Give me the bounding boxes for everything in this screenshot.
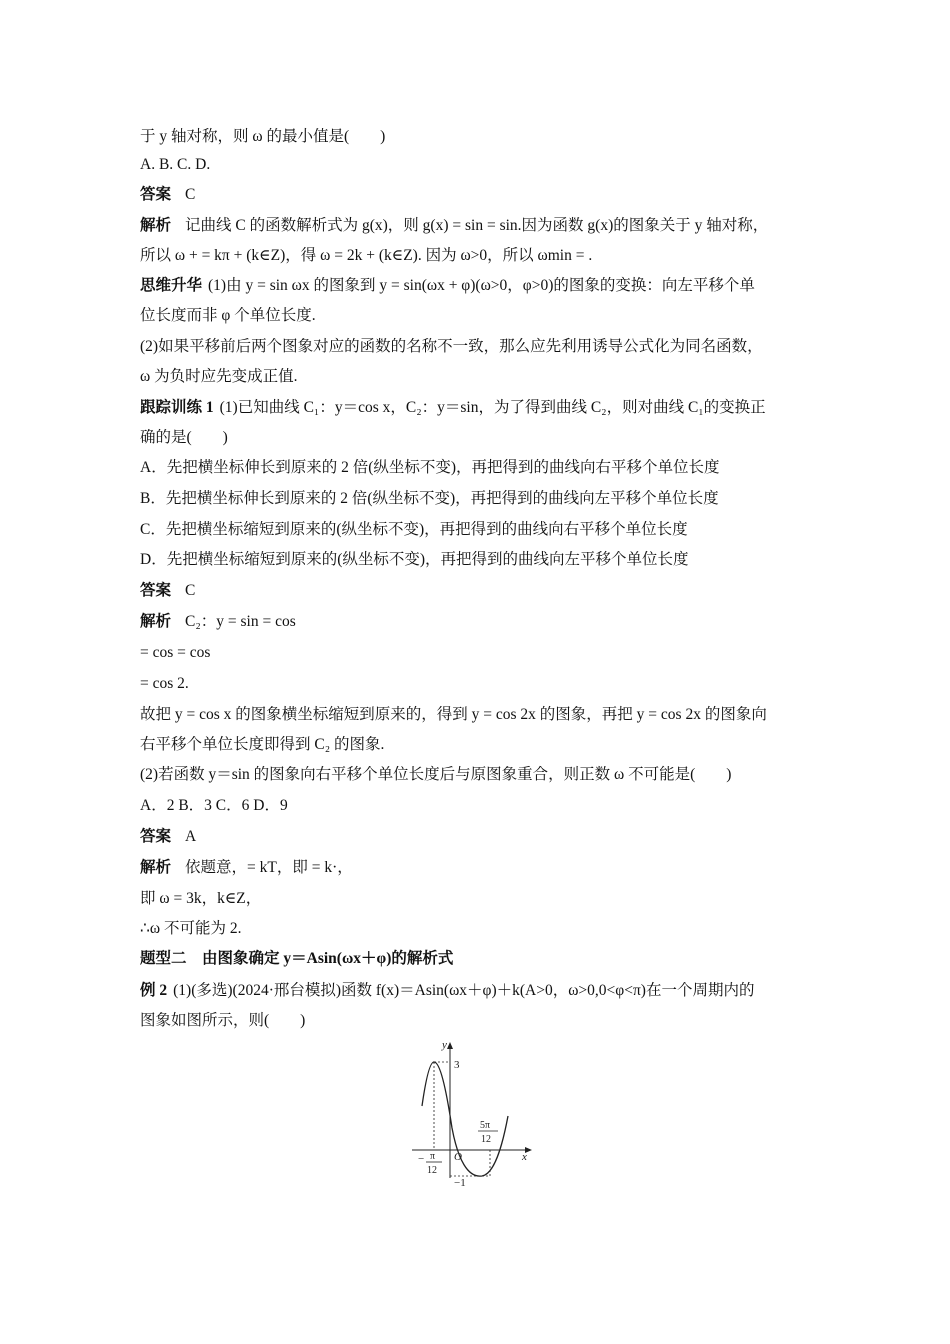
answer-line	[140, 184, 195, 206]
left-tick-num: π	[430, 1151, 436, 1162]
analysis-label: 解析	[140, 217, 172, 234]
exercise-label: 跟踪训练 1	[140, 399, 214, 416]
right-tick-den: 12	[481, 1134, 491, 1145]
answer-label: 答案	[140, 186, 172, 203]
analysis-text: C₂：y = sin = cos	[185, 613, 296, 630]
x-axis-label: x	[522, 1151, 527, 1163]
answer-line	[140, 826, 196, 848]
analysis-line	[140, 215, 768, 237]
text-line: ∴ω 不可能为 2.	[140, 920, 242, 937]
text-line: 图象如图所示，则( )	[140, 1012, 306, 1029]
text-line: 位长度而非 φ 个单位长度.	[140, 307, 316, 324]
summary-line	[140, 275, 755, 297]
analysis-label: 解析	[140, 859, 172, 876]
answer-value: C	[185, 186, 196, 203]
example-line	[140, 980, 754, 1002]
min-label: −1	[454, 1177, 466, 1188]
text-line: 所以 ω + = kπ + (k∈Z)，得 ω = 2k + (k∈Z). 因为 ω>0，所以 ωmin = .	[140, 247, 593, 264]
answer-line	[140, 580, 195, 602]
answer-label: 答案	[140, 828, 172, 845]
text-line: 确的是( )	[140, 429, 228, 446]
text-line: = cos = cos	[140, 644, 211, 661]
y-axis-arrow	[447, 1042, 453, 1049]
graph-svg	[408, 1038, 540, 1188]
option-a: A．先把横坐标伸长到原来的 2 倍(纵坐标不变)，再把得到的曲线向右平移个单位长度	[140, 459, 720, 476]
text-line: ω 为负时应先变成正值.	[140, 368, 298, 385]
analysis-text: 依题意，= kT，即 = k·，	[185, 859, 353, 876]
exercise-line	[140, 397, 766, 419]
text-line: 故把 y = cos x 的图象横坐标缩短到原来的，得到 y = cos 2x 的图象，再把 y = cos 2x 的图象向	[140, 706, 767, 723]
function-graph	[408, 1038, 540, 1188]
right-tick-num: 5π	[480, 1120, 491, 1131]
summary-label: 思维升华	[140, 277, 203, 294]
answer-value: C	[185, 582, 196, 599]
option-d: D．先把横坐标缩短到原来的(纵坐标不变)，再把得到的曲线向左平移个单位长度	[140, 551, 689, 568]
exercise-text: (1)已知曲线 C₁：y＝cos x，C₂：y＝sin，为了得到曲线 C₂，则对曲线 C₁的变换正	[219, 399, 766, 416]
y-axis-label: y	[442, 1039, 447, 1051]
analysis-label: 解析	[140, 613, 172, 630]
text-line: 于 y 轴对称，则 ω 的最小值是( )	[140, 128, 386, 145]
answer-value: A	[185, 828, 197, 845]
summary-text: (1)由 y = sin ωx 的图象到 y = sin(ωx + φ)(ω>0，φ>0)的图象的变换：向左平移个单	[208, 277, 755, 294]
origin-label: O	[454, 1151, 462, 1163]
left-tick-den: 12	[427, 1165, 437, 1176]
section-heading: 题型二 由图象确定 y＝Asin(ωx＋φ)的解析式	[140, 950, 454, 967]
example-text: (1)(多选)(2024·邢台模拟)函数 f(x)＝Asin(ωx＋φ)＋k(A>0，ω>0,0<φ<π)在一个周期内的	[173, 982, 755, 999]
left-tick-sign: −	[418, 1153, 425, 1165]
text-line: (2)如果平移前后两个图象对应的函数的名称不一致，那么应先利用诱导公式化为同名函数，	[140, 338, 763, 355]
text-line: 即 ω = 3k，k∈Z，	[140, 890, 262, 907]
choice-line: A. B. C. D.	[140, 156, 211, 173]
analysis-line	[140, 857, 353, 879]
max-label: 3	[454, 1059, 460, 1071]
text-line: 右平移个单位长度即得到 C₂ 的图象.	[140, 736, 385, 753]
analysis-text: 记曲线 C 的函数解析式为 g(x)，则 g(x) = sin = sin.因为函数 g(x)的图象关于 y 轴对称，	[185, 217, 769, 234]
question-line: (2)若函数 y＝sin 的图象向右平移个单位长度后与原图象重合，则正数 ω 不可能是( )	[140, 766, 732, 783]
choice-line: A．2 B．3 C．6 D．9	[140, 797, 288, 814]
option-c: C．先把横坐标缩短到原来的(纵坐标不变)，再把得到的曲线向右平移个单位长度	[140, 521, 688, 538]
text-line: = cos 2.	[140, 675, 189, 692]
answer-label: 答案	[140, 582, 172, 599]
example-label: 例 2	[140, 982, 168, 999]
option-b: B．先把横坐标伸长到原来的 2 倍(纵坐标不变)，再把得到的曲线向左平移个单位长度	[140, 490, 719, 507]
analysis-line	[140, 611, 296, 633]
